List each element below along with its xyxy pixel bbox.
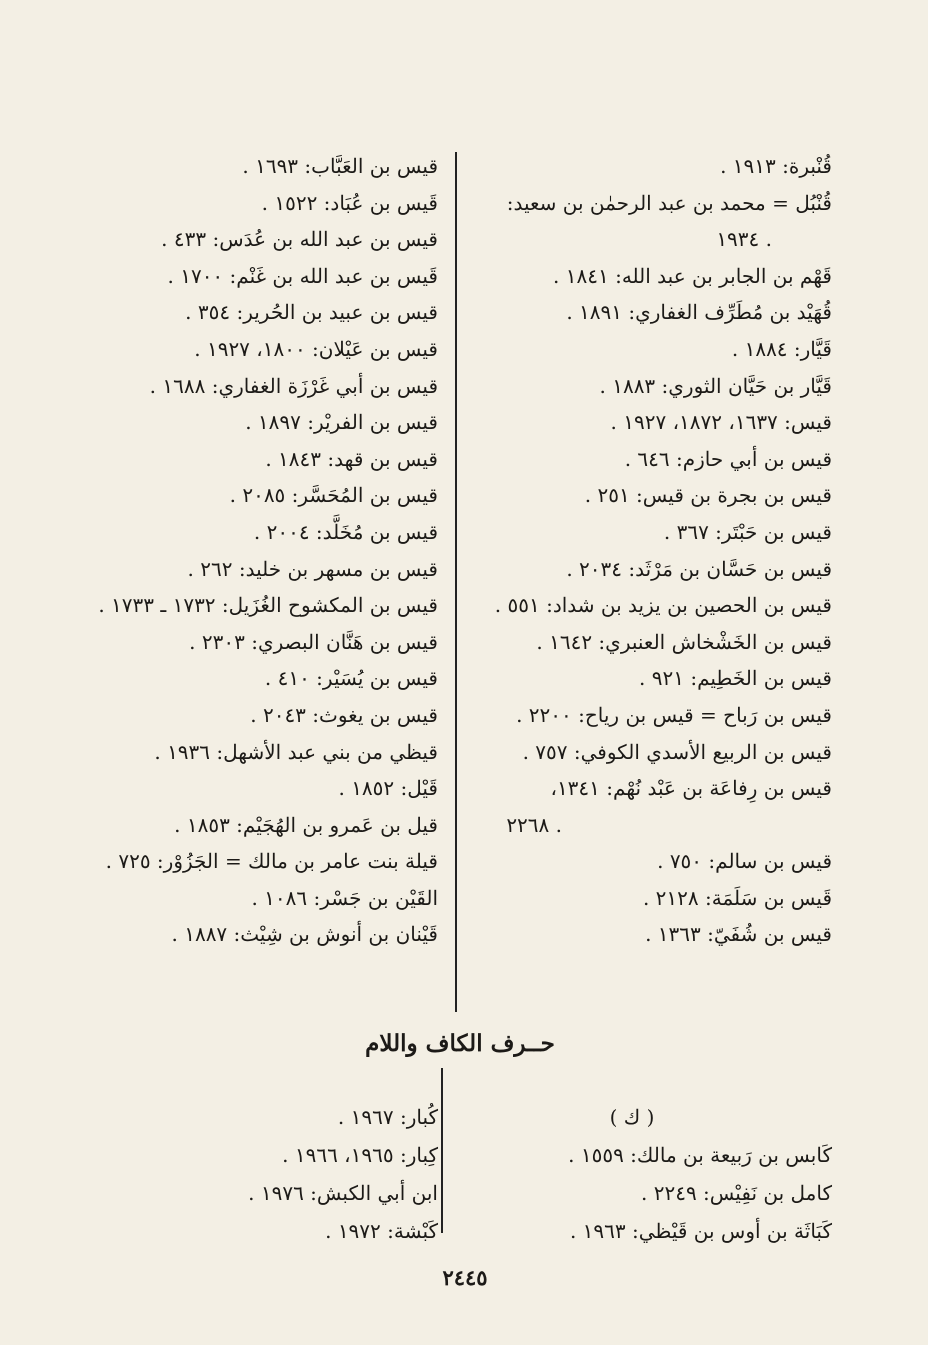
right-index-column [452,148,832,953]
index-entry: قيس بن الربيع الأسدي الكوفي: ٧٥٧ . [522,739,832,764]
column-divider-top [455,152,457,1012]
index-entry: قيس بن بجرة بن قيس: ٢٥١ . [584,483,832,508]
index-entry: قَيْنان بن أنوش بن شِيْث: ١٨٨٧ . [171,922,438,947]
index-entry: قيس بن حَسَّان بن مَرْثَد: ٢٠٣٤ . [566,556,832,581]
index-entry-continuation: . ٢٢٦٨ [506,812,562,837]
right-index-column-kaf [502,1098,832,1250]
index-entry: قُنْبرة: ١٩١٣ . [720,154,832,178]
index-entry: قيس بن يغوث: ٢٠٤٣ . [250,702,438,727]
index-entry: قيس بن الفريْر: ١٨٩٧ . [245,410,438,435]
index-entry: قيس بن أبي غَرْزَة الغفاري: ١٦٨٨ . [149,373,438,398]
index-entry: قيس بن عَيْلان: ١٨٠٠، ١٩٢٧ . [194,336,438,361]
left-index-column [13,148,438,953]
index-entry: قيظي من بني عبد الأشهل: ١٩٣٦ . [154,739,438,764]
index-entry: قيل بن عَمرو بن الهُجَيْم: ١٨٥٣ . [174,812,438,837]
index-entry: قيس بن سالم: ٧٥٠ . [657,849,832,874]
index-entry: قَيْل: ١٨٥٢ . [338,776,438,801]
index-entry-continuation: . ١٩٣٤ [716,227,772,252]
index-entry: قيس بن العَبَّاب: ١٦٩٣ . [242,154,438,178]
index-entry: قَيس بن عُبَاد: ١٥٢٢ . [261,190,438,215]
index-entry: قَيس بن سَلَمَة: ٢١٢٨ . [642,885,832,910]
index-entry: كَبَاثَة بن أوس بن قَيْظي: ١٩٦٣ . [569,1219,832,1243]
index-entry: قيس بن أبي حازم: ٦٤٦ . [624,446,832,471]
index-entry: قيس بن الحصين بن يزيد بن شداد: ٥٥١ . [494,593,832,618]
index-entry: قيس بن المكشوح الغُزَيل: ١٧٣٢ ـ ١٧٣٣ . [98,593,438,618]
index-entry: قَيَّار بن حَيَّان الثوري: ١٨٨٣ . [599,373,832,398]
page-number: ٢٤٤٥ [442,1265,488,1290]
index-entry: قيس بن رِفاعَة بن عَبْد نُهْم: ١٣٤١، [550,776,832,801]
index-entry: قَيَّار: ١٨٨٤ . [731,336,832,361]
index-entry: قيس بن عبيد بن الحُرير: ٣٥٤ . [185,300,438,325]
index-entry: قَهْم بن الجابر بن عبد الله: ١٨٤١ . [553,263,832,288]
index-entry: قيس بن هَنَّان البصري: ٢٣٠٣ . [189,629,438,654]
index-entry: قُنْبُل = محمد بن عبد الرحمٰن بن سعيد: [506,190,832,215]
index-entry: قيس بن شُفَيّ: ١٣٦٣ . [645,922,832,947]
left-index-column-kaf [118,1098,438,1250]
index-entry: كَبْشة: ١٩٧٢ . [325,1219,438,1243]
letter-heading: ( ك ) [609,1105,655,1129]
index-entry: قيس: ١٦٣٧، ١٨٧٢، ١٩٢٧ . [610,410,832,435]
index-entry: قيلة بنت عامر بن مالك = الجَزُوْر: ٧٢٥ . [105,849,438,874]
index-entry: قيس بن مُخَلَّد: ٢٠٠٤ . [253,519,438,544]
index-entry: قيس بن حَبْتَر: ٣٦٧ . [663,519,832,544]
index-entry: قيس بن قهد: ١٨٤٣ . [265,446,438,471]
index-entry: قيس بن مسهر بن خليد: ٢٦٢ . [187,556,438,581]
index-entry: قيس بن الخَشْخاش العنبري: ١٦٤٢ . [536,629,832,654]
index-entry: قَيس بن عبد الله بن غَنْم: ١٧٠٠ . [167,263,438,288]
index-entry: كامل بن نَفِيْس: ٢٢٤٩ . [641,1181,832,1205]
column-divider-bottom [441,1068,443,1233]
index-entry: قيس بن يُسَيْر: ٤١٠ . [264,666,438,691]
section-heading: حــرف الكاف واللام [365,1030,555,1057]
index-entry: قيس بن رَباح = قيس بن رياح: ٢٢٠٠ . [516,702,832,727]
index-entry: القَيْن بن جَسْر: ١٠٨٦ . [251,885,438,910]
index-entry: قيس بن عبد الله بن عُدَس: ٤٣٣ . [161,227,438,252]
index-entry: قيس بن الخَطِيم: ٩٢١ . [639,666,832,691]
index-entry: قُهَيْد بن مُطَرِّف الغفاري: ١٨٩١ . [566,300,832,325]
index-entry: كُبار: ١٩٦٧ . [337,1105,438,1129]
index-entry: ابن أبي الكبش: ١٩٧٦ . [248,1181,438,1205]
index-entry: قيس بن المُحَسَّر: ٢٠٨٥ . [229,483,438,508]
index-entry: كِبار: ١٩٦٥، ١٩٦٦ . [282,1143,438,1167]
index-entry: كَابس بن رَبيعة بن مالك: ١٥٥٩ . [568,1143,832,1167]
